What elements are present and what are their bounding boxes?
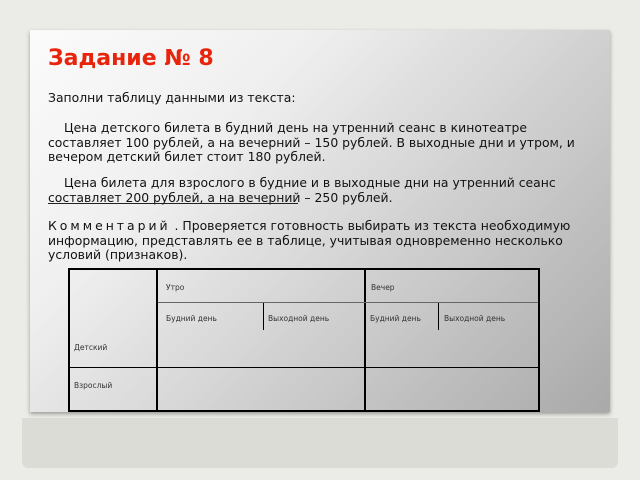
table-vline-1 [156, 270, 158, 410]
header-evening-weekday: Будний день [370, 314, 421, 323]
table-vline-3 [263, 302, 264, 330]
slide-title: Задание № 8 [48, 46, 214, 71]
instruction-text: Заполни таблицу данными из текста: [48, 90, 296, 105]
table-hline-2 [158, 302, 538, 303]
comment-label: Комментарий [48, 218, 171, 233]
header-morning-weekend: Выходной день [268, 314, 330, 323]
slide [30, 30, 610, 412]
comment-paragraph [48, 219, 588, 263]
comment-text: . Проверяется готовность выбирать из текста необходимую информацию, представлять ее в таблице, учитывая одновременно несколько условий (признаков). [48, 218, 571, 262]
row-label-adult: Взрослый [74, 381, 113, 390]
separator-line [48, 203, 298, 204]
header-evening: Вечер [371, 283, 395, 292]
price-table [68, 268, 540, 412]
table-hline-1 [70, 367, 538, 368]
bottom-band [22, 418, 618, 468]
table-vline-2 [364, 270, 366, 410]
header-morning-weekday: Будний день [166, 314, 217, 323]
table-vline-4 [438, 302, 439, 330]
row-label-child: Детский [74, 343, 108, 352]
paragraph-adult-prices: Цена билета для взрослого в будние и в выходные дни на утренний сеанс составляет 200 рублей, а на вечерний – 250 рублей. [48, 175, 556, 205]
paragraph-child-prices: Цена детского билета в будний день на утренний сеанс в кинотеатре составляет 100 рублей, а на вечерний – 150 рублей. В выходные дни и утром, и вечером детский билет стоит 180 рублей. [48, 120, 575, 164]
header-morning: Утро [166, 283, 185, 292]
header-evening-weekend: Выходной день [444, 314, 506, 323]
